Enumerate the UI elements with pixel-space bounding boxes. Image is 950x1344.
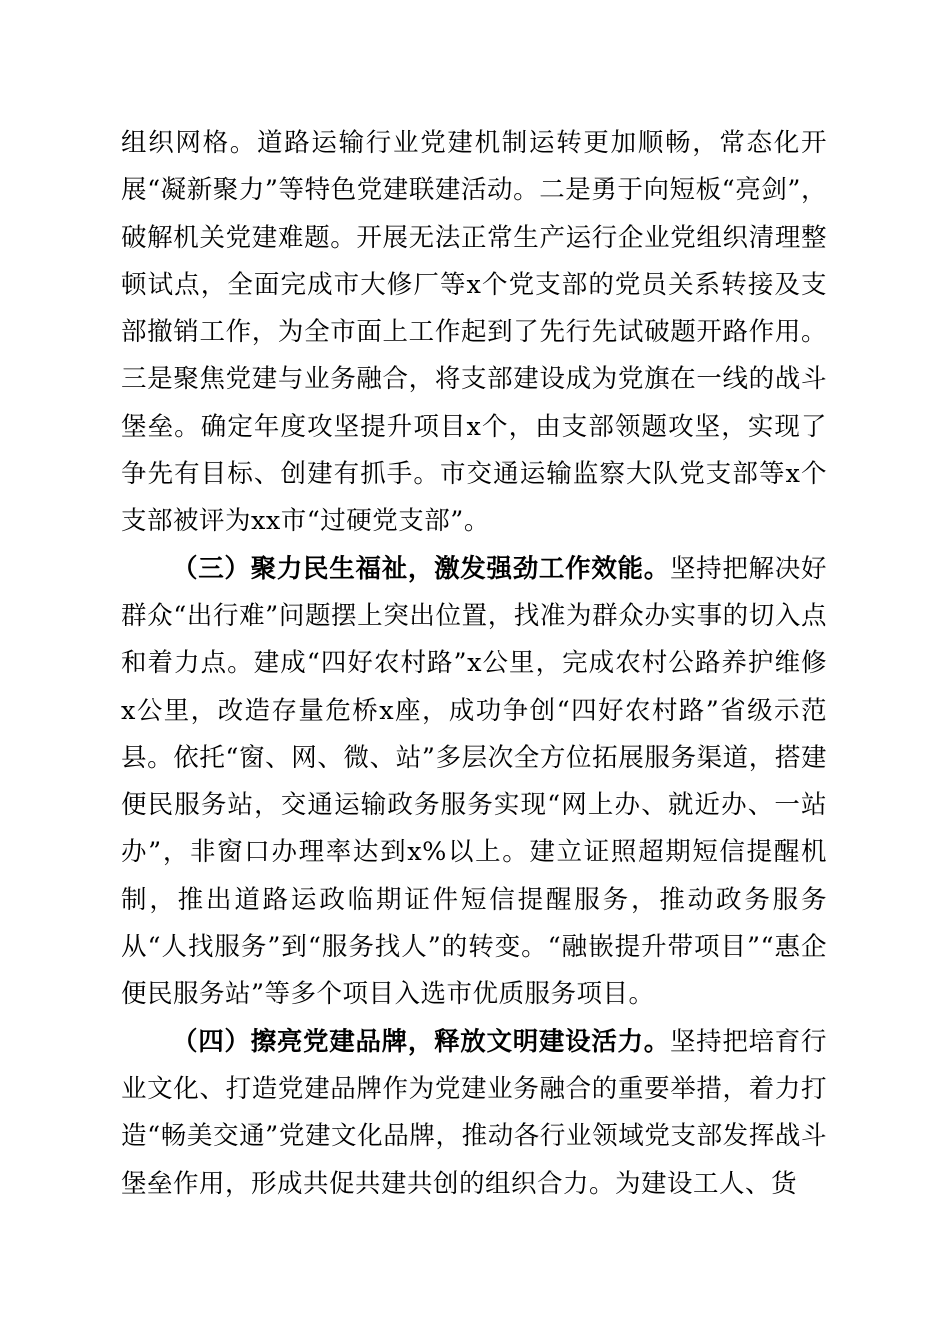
paragraph-section-4 xyxy=(121,1019,827,1208)
section-3-heading: （三）聚力民生福祉，激发强劲工作效能。 xyxy=(172,553,670,584)
paragraph-continuation xyxy=(121,120,827,546)
section-3-text: 坚持把解决好群众“出行难”问题摆上突出位置，找准为群众办实事的切入点和着力点。建成“四好农村路”x公里，完成农村公路养护维修x公里，改造存量危桥x座，成功争创“四好农村路”省级示范县。依托“窗、网、微、站”多层次全方位拓展服务渠道，搭建便民服务站，交通运输政务服务实现“网上办、就近办、一站办”，非窗口办理率达到x%以上。建立证照超期短信提醒机制，推出道路运政临期证件短信提醒服务，推动政务服务从“人找服务”到“服务找人”的转变。“融嵌提升带项目”“惠企便民服务站”等多个项目入选市优质服务项目。 xyxy=(121,553,827,1010)
paragraph-section-3 xyxy=(121,546,827,1019)
paragraph-1-text: 组织网格。道路运输行业党建机制运转更加顺畅，常态化开展“凝新聚力”等特色党建联建活动。二是勇于向短板“亮剑”，破解机关党建难题。开展无法正常生产运行企业党组织清理整顿试点，全面完成市大修厂等x个党支部的党员关系转接及支部撤销工作，为全市面上工作起到了先行先试破题开路作用。三是聚焦党建与业务融合，将支部建设成为党旗在一线的战斗堡垒。确定年度攻坚提升项目x个，由支部领题攻坚，实现了争先有目标、创建有抓手。市交通运输监察大队党支部等x个支部被评为xx市“过硬党支部”。 xyxy=(121,128,827,537)
section-4-text: 坚持把培育行业文化、打造党建品牌作为党建业务融合的重要举措，着力打造“畅美交通”党建文化品牌，推动各行业领域党支部发挥战斗堡垒作用，形成共促共建共创的组织合力。为建设工人、货 xyxy=(121,1026,827,1199)
document-body xyxy=(121,120,827,1208)
section-4-heading: （四）擦亮党建品牌，释放文明建设活力。 xyxy=(172,1026,670,1057)
